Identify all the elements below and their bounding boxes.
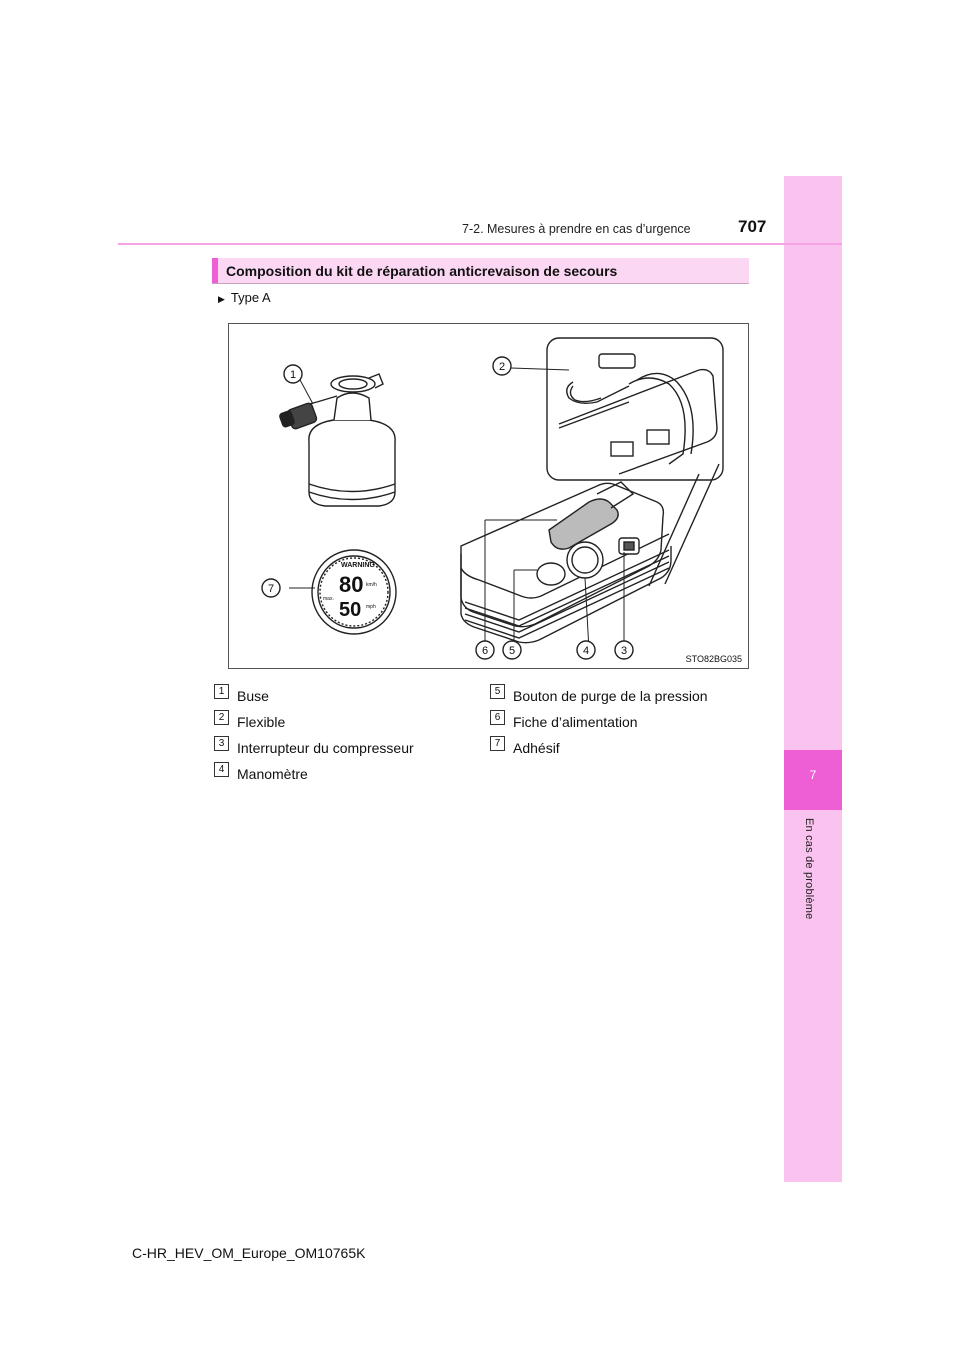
- callout-7: 7: [267, 583, 275, 595]
- legend-label: Interrupteur du compresseur: [237, 740, 414, 756]
- callout-4: 4: [582, 645, 590, 657]
- legend-label: Manomètre: [237, 766, 308, 782]
- legend-item-purge-button: [490, 685, 708, 705]
- page-number: 707: [738, 217, 767, 236]
- legend-item-gauge: [214, 763, 308, 783]
- legend-number: 4: [214, 762, 229, 777]
- legend-number: 7: [490, 736, 505, 751]
- legend-label: Buse: [237, 688, 269, 704]
- sticker-kmh: km/h: [366, 582, 377, 588]
- legend-number: 2: [214, 710, 229, 725]
- compressor-drawing: [461, 482, 671, 643]
- callout-1: 1: [289, 369, 297, 381]
- legend-item-sticker: [490, 737, 560, 757]
- legend-label: Fiche d’alimentation: [513, 714, 638, 730]
- chapter-sidebar: [784, 176, 842, 1182]
- figure-code: STO82BG035: [685, 654, 742, 664]
- legend-label: Bouton de purge de la pression: [513, 688, 708, 704]
- legend-item-power-plug: [490, 711, 638, 731]
- sticker-bottom-number: 50: [339, 599, 362, 621]
- legend-label: Flexible: [237, 714, 286, 730]
- sticker-top-number: 80: [339, 572, 364, 597]
- callout-6: 6: [481, 645, 489, 657]
- callout-2: 2: [498, 361, 506, 373]
- callout-5: 5: [508, 645, 516, 657]
- sealant-bottle-drawing: [279, 374, 395, 506]
- legend-number: 1: [214, 684, 229, 699]
- repair-kit-illustration: [228, 323, 749, 669]
- repair-kit-drawing: [229, 324, 750, 670]
- section-title: Composition du kit de réparation anticrevaison de secours: [226, 263, 618, 279]
- chapter-title: En cas de problème: [803, 818, 815, 920]
- type-label: [218, 290, 271, 305]
- type-label-text: Type A: [230, 290, 271, 305]
- triangle-bullet-icon: ▶: [218, 294, 225, 304]
- legend-number: 5: [490, 684, 505, 699]
- legend-number: 6: [490, 710, 505, 725]
- document-id: C-HR_HEV_OM_Europe_OM10765K: [132, 1245, 366, 1261]
- section-path: 7-2. Mesures à prendre en cas d’urgence: [462, 222, 691, 236]
- legend-item-flexible: [214, 711, 286, 731]
- legend-item-buse: [214, 685, 269, 705]
- sticker-word: WARNING: [341, 562, 375, 569]
- legend-label: Adhésif: [513, 740, 560, 756]
- callout-3: 3: [620, 645, 628, 657]
- chapter-number: 7: [809, 768, 817, 782]
- sticker-mph: mph: [366, 604, 376, 610]
- section-heading-accent: [212, 258, 218, 283]
- sticker-max: max.: [323, 596, 334, 602]
- header-rule: [118, 243, 842, 245]
- legend-number: 3: [214, 736, 229, 751]
- legend-item-switch: [214, 737, 414, 757]
